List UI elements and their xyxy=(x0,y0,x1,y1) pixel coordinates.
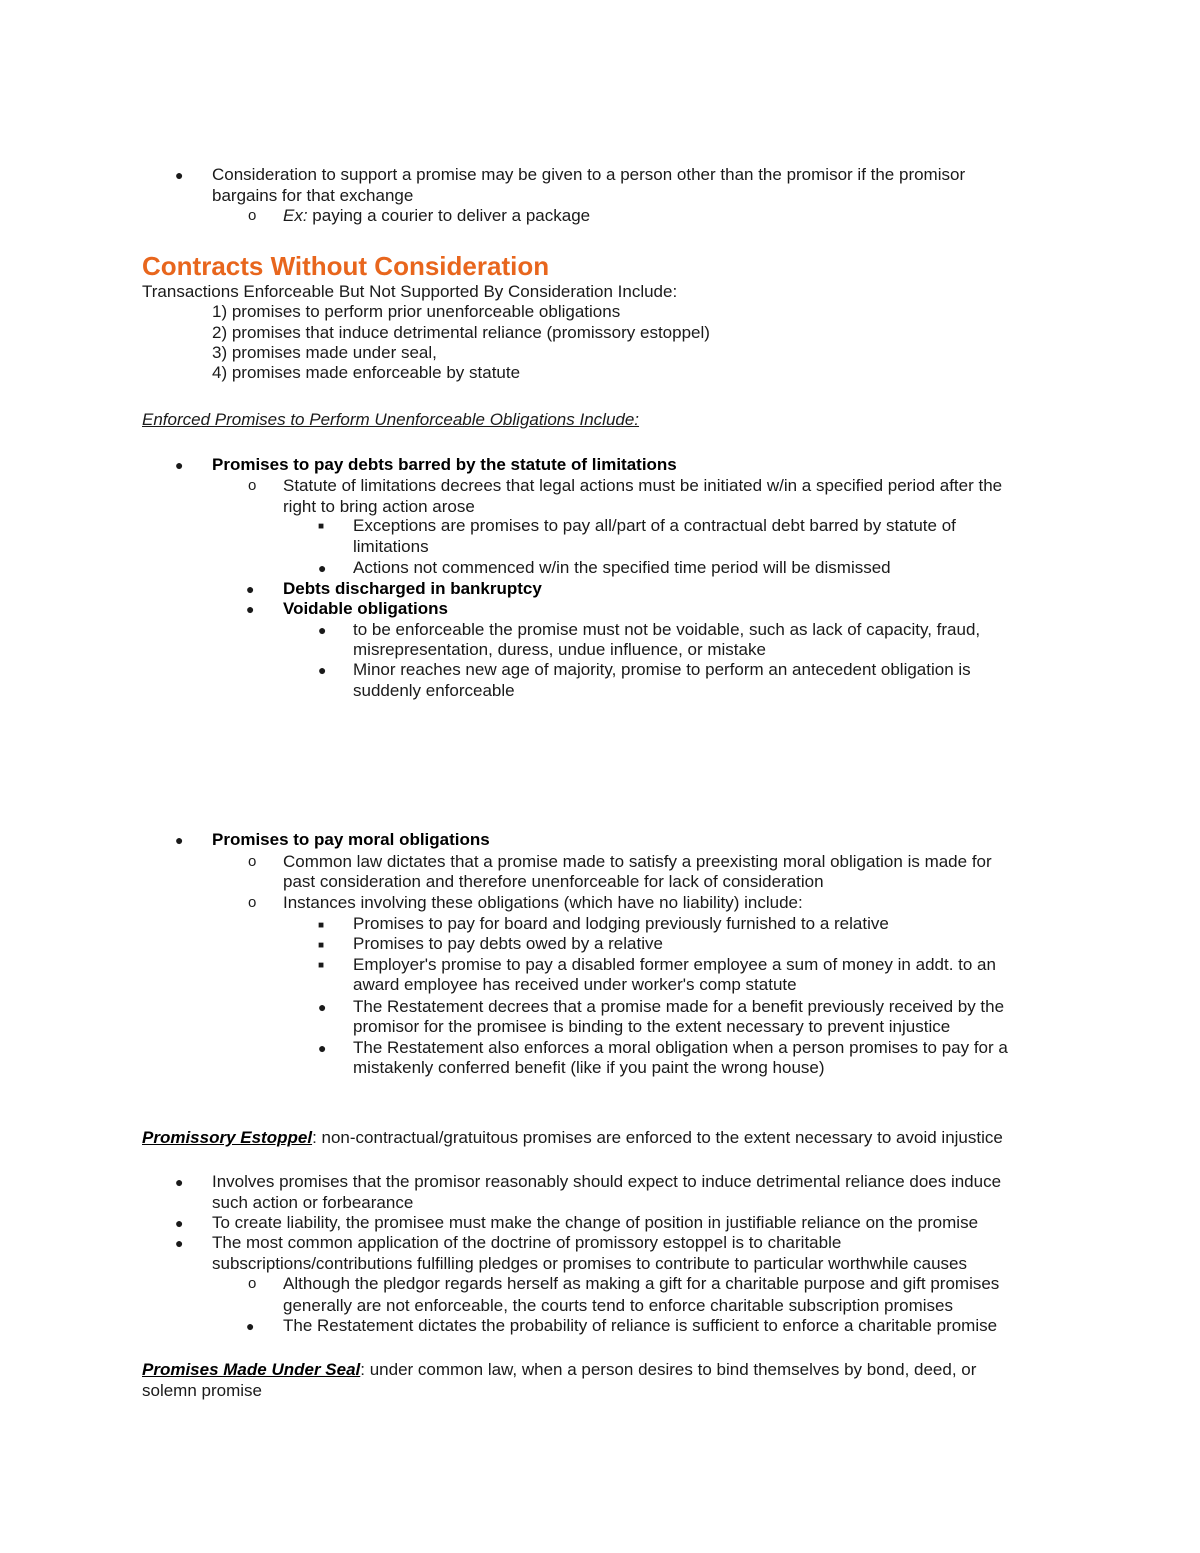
statute-sub: Actions not commenced w/in the specified time period will be dismissed xyxy=(353,558,891,577)
circle-bullet-icon: o xyxy=(248,1275,257,1292)
bullet-icon: ● xyxy=(318,999,327,1015)
statute-point-cont: right to bring action arose xyxy=(283,497,475,516)
bullet-icon: ● xyxy=(175,167,184,183)
seal-definition-cont: solemn promise xyxy=(142,1381,262,1400)
bullet-icon: ● xyxy=(175,457,184,473)
circle-bullet-icon: o xyxy=(248,207,257,224)
circle-bullet-icon: o xyxy=(248,477,257,494)
transactions-item: 3) promises made under seal, xyxy=(212,343,437,362)
intro-bullet-text-cont: bargains for that exchange xyxy=(212,186,414,205)
moral-sub: The Restatement also enforces a moral obligation when a person promises to pay for a xyxy=(353,1038,1008,1057)
seal-definition: : under common law, when a person desires to bind themselves by bond, deed, or xyxy=(360,1360,977,1379)
circle-bullet-icon: o xyxy=(248,853,257,870)
voidable-point-cont: misrepresentation, duress, undue influence, or mistake xyxy=(353,640,766,659)
voidable-point: to be enforceable the promise must not be voidable, such as lack of capacity, fraud, xyxy=(353,620,981,639)
example-label: Ex: xyxy=(283,206,308,225)
enforced-subheading: Enforced Promises to Perform Unenforceable Obligations Include: xyxy=(142,410,640,429)
estoppel-bullet: The most common application of the doctrine of promissory estoppel is to charitable xyxy=(212,1233,842,1252)
estoppel-bullet: To create liability, the promisee must make the change of position in justifiable reliance on the promise xyxy=(212,1213,979,1232)
estoppel-bullet-cont: such action or forbearance xyxy=(212,1193,414,1212)
voidable-point-cont: suddenly enforceable xyxy=(353,681,515,700)
bullet-icon: ● xyxy=(175,1174,184,1190)
moral-sub: Promises to pay debts owed by a relative xyxy=(353,934,663,953)
intro-bullet-text: Consideration to support a promise may be given to a person other than the promisor if the promisor xyxy=(212,165,966,184)
moral-title: Promises to pay moral obligations xyxy=(212,830,490,849)
moral-sub-cont: award employee has received under worker's comp statute xyxy=(353,975,797,994)
moral-sub-cont: mistakenly conferred benefit (like if you paint the wrong house) xyxy=(353,1058,825,1077)
intro-example xyxy=(283,206,590,226)
moral-sub: Promises to pay for board and lodging previously furnished to a relative xyxy=(353,914,889,933)
estoppel-bullet: Involves promises that the promisor reasonably should expect to induce detrimental reliance does induce xyxy=(212,1172,1002,1191)
bullet-icon: ● xyxy=(246,1318,255,1334)
transactions-item: 4) promises made enforceable by statute xyxy=(212,363,521,382)
estoppel-definition: : non-contractual/gratuitous promises are enforced to the extent necessary to avoid injustice xyxy=(312,1128,1003,1147)
estoppel-point: Although the pledgor regards herself as making a gift for a charitable purpose and gift promises xyxy=(283,1274,1000,1293)
bankruptcy-title: Debts discharged in bankruptcy xyxy=(283,579,542,598)
moral-sub-cont: promisor for the promisee is binding to the extent necessary to prevent injustice xyxy=(353,1017,951,1036)
bullet-icon: ● xyxy=(175,1235,184,1251)
statute-sub: Exceptions are promises to pay all/part of a contractual debt barred by statute of xyxy=(353,516,956,535)
circle-bullet-icon: o xyxy=(248,894,257,911)
bullet-icon: ● xyxy=(318,622,327,638)
bullet-icon: ● xyxy=(175,832,184,848)
estoppel-point-cont: generally are not enforceable, the courts tend to enforce charitable subscription promises xyxy=(283,1296,953,1315)
transactions-item: 2) promises that induce detrimental reliance (promissory estoppel) xyxy=(212,323,710,342)
statute-title: Promises to pay debts barred by the statute of limitations xyxy=(212,455,677,474)
bullet-icon: ● xyxy=(318,560,327,576)
seal-term: Promises Made Under Seal xyxy=(142,1360,361,1379)
section-heading: Contracts Without Consideration xyxy=(142,251,550,281)
estoppel-point: The Restatement dictates the probability of reliance is sufficient to enforce a charitable promise xyxy=(283,1316,998,1335)
bullet-icon: ● xyxy=(318,662,327,678)
moral-sub: The Restatement decrees that a promise made for a benefit previously received by the xyxy=(353,997,1005,1016)
estoppel-definition-line xyxy=(142,1128,1003,1148)
bullet-icon: ● xyxy=(175,1215,184,1231)
voidable-title: Voidable obligations xyxy=(283,599,448,618)
bullet-icon: ● xyxy=(246,601,255,617)
moral-sub: Employer's promise to pay a disabled former employee a sum of money in addt. to an xyxy=(353,955,996,974)
bullet-icon: ● xyxy=(318,1040,327,1056)
transactions-item: 1) promises to perform prior unenforceable obligations xyxy=(212,302,621,321)
square-bullet-icon: ■ xyxy=(318,960,325,971)
moral-point-cont: past consideration and therefore unenforceable for lack of consideration xyxy=(283,872,824,891)
estoppel-bullet-cont: subscriptions/contributions fulfilling pledges or promises to contribute to particular worthwhile causes xyxy=(212,1254,967,1273)
square-bullet-icon: ■ xyxy=(318,521,325,532)
moral-point: Instances involving these obligations (which have no liability) include: xyxy=(283,893,803,912)
moral-point: Common law dictates that a promise made to satisfy a preexisting moral obligation is made for xyxy=(283,852,992,871)
estoppel-term: Promissory Estoppel xyxy=(142,1128,313,1147)
transactions-intro: Transactions Enforceable But Not Supported By Consideration Include: xyxy=(142,282,678,301)
statute-sub-cont: limitations xyxy=(353,537,429,556)
example-text: paying a courier to deliver a package xyxy=(307,206,591,225)
statute-point: Statute of limitations decrees that legal actions must be initiated w/in a specified period after the xyxy=(283,476,1003,495)
seal-definition-line xyxy=(142,1360,976,1380)
voidable-point: Minor reaches new age of majority, promise to perform an antecedent obligation is xyxy=(353,660,971,679)
square-bullet-icon: ■ xyxy=(318,920,325,931)
square-bullet-icon: ■ xyxy=(318,940,325,951)
bullet-icon: ● xyxy=(246,581,255,597)
